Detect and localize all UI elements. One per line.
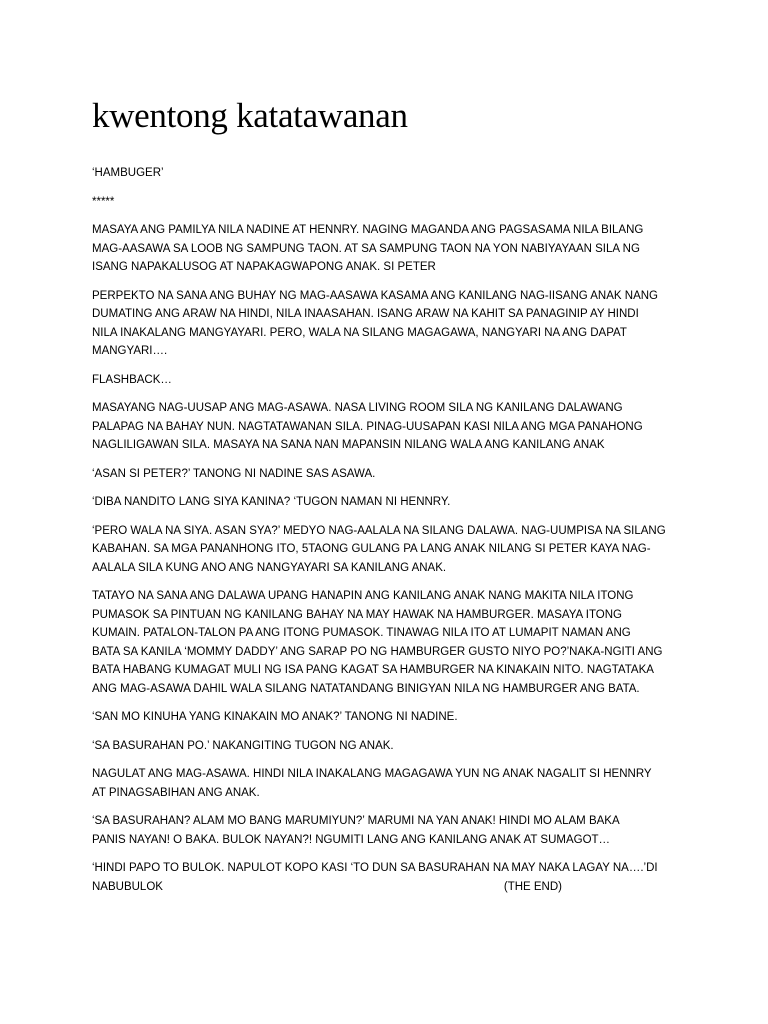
story-paragraph xyxy=(92,859,692,878)
document-page xyxy=(92,96,692,906)
story-paragraph xyxy=(92,587,692,698)
paragraph-line: AALALA SILA KUNG ANO ANG NANGYAYARI SA KANILANG ANAK. xyxy=(92,561,447,574)
paragraph-line: NAGULAT ANG MAG-ASAWA. HINDI NILA INAKALANG MAGAGAWA YUN NG ANAK NAGALIT SI HENNRY xyxy=(92,768,652,780)
paragraph-line: DUMATING ANG ARAW NA HINDI, NILA INAASAHAN. ISANG ARAW NA KAHIT SA PANAGINIP AY HINDI xyxy=(92,308,639,320)
story-paragraph xyxy=(92,522,692,578)
paragraph-line: ‘SA BASURAHAN PO.’ NAKANGITING TUGON NG ANAK. xyxy=(92,739,394,752)
paragraph-line: ‘DIBA NANDITO LANG SIYA KANINA? ‘TUGON NAMAN NI HENNRY. xyxy=(92,496,451,508)
paragraph-line: BATA SA KANILA ‘MOMMY DADDY’ ANG SARAP PO NG HAMBURGER GUSTO NIYO PO?’NAKA-NGITI ANG xyxy=(92,645,663,658)
story-paragraph xyxy=(92,371,692,390)
story-paragraph xyxy=(92,287,692,361)
paragraph-line: BATA HABANG KUMAGAT MULI NG ISA PANG KAGAT SA HAMBURGER NA KINAKAIN NITO. NAGTATAKA xyxy=(92,664,654,676)
story-paragraph xyxy=(92,708,692,727)
story-paragraph xyxy=(92,399,692,455)
paragraph-line: PANIS NAYAN! O BAKA. BULOK NAYAN?! NGUMITI LANG ANG KANILANG ANAK AT SUMAGOT… xyxy=(92,833,611,846)
paragraph-line: PUMASOK SA PINTUAN NG KANILANG BAHAY NA MAY HAWAK NA HAMBURGER. MASAYA ITONG xyxy=(92,608,622,621)
document-title: kwentong katatawanan xyxy=(92,96,408,135)
story-paragraph xyxy=(92,164,692,183)
paragraph-line: MASAYANG NAG-UUSAP ANG MAG-ASAWA. NASA LIVING ROOM SILA NG KANILANG DALAWANG xyxy=(92,402,623,414)
paragraph-line: ANG MAG-ASAWA DAHIL WALA SILANG NATATANDANG BINIGYAN NILA NG HAMBURGER ANG BATA. xyxy=(92,682,640,695)
story-paragraph xyxy=(92,465,692,484)
the-end-label: (THE END) xyxy=(503,880,562,893)
paragraph-line: ‘HINDI PAPO TO BULOK. NAPULOT KOPO KASI ‘TO DUN SA BASURAHAN NA MAY NAKA LAGAY NA….’DI xyxy=(92,862,658,874)
paragraph-line: ‘HAMBUGER’ xyxy=(92,167,164,179)
paragraph-line: MAG-AASAWA SA LOOB NG SAMPUNG TAON. AT SA SAMPUNG TAON NA YON NABIYAYAAN SILA NG xyxy=(92,242,640,255)
paragraph-line: ***** xyxy=(92,195,115,208)
paragraph-line: ‘PERO WALA NA SIYA. ASAN SYA?’ MEDYO NAG-AALALA NA SILANG DALAWA. NAG-UUMPISA NA SILANG xyxy=(92,524,666,537)
paragraph-line: KUMAIN. PATALON-TALON PA ANG ITONG PUMASOK. TINAWAG NILA ITO AT LUMAPIT NAMAN ANG xyxy=(92,627,631,639)
paragraph-line: ‘SAN MO KINUHA YANG KINAKAIN MO ANAK?’ TANONG NI NADINE. xyxy=(92,711,458,723)
story-paragraph xyxy=(92,737,692,756)
story-paragraph xyxy=(92,812,692,849)
story-paragraph xyxy=(92,493,692,512)
final-line xyxy=(92,878,692,897)
story-paragraph xyxy=(92,765,692,802)
paragraph-line: ‘ASAN SI PETER?’ TANONG NI NADINE SAS ASAWA. xyxy=(92,467,376,480)
paragraph-line: ‘SA BASURAHAN? ALAM MO BANG MARUMIYUN?’ MARUMI NA YAN ANAK! HINDI MO ALAM BAKA xyxy=(92,815,620,827)
paragraph-line: MASAYA ANG PAMILYA NILA NADINE AT HENNRY. NAGING MAGANDA ANG PAGSASAMA NILA BILANG xyxy=(92,224,644,236)
story-paragraph xyxy=(92,221,692,277)
story-paragraph xyxy=(92,193,692,212)
paragraph-line: TATAYO NA SANA ANG DALAWA UPANG HANAPIN ANG KANILANG ANAK NANG MAKITA NILA ITONG xyxy=(92,590,634,602)
paragraph-line: PALAPAG NA BAHAY NUN. NAGTATAWANAN SILA. PINAG-UUSAPAN KASI NILA ANG MGA PANAHONG xyxy=(92,420,643,433)
document-body xyxy=(92,164,692,878)
paragraph-line: MANGYARI…. xyxy=(92,345,168,357)
final-line-text: NABUBULOK xyxy=(92,880,163,893)
paragraph-line: FLASHBACK… xyxy=(92,373,172,386)
paragraph-line: NILA INAKALANG MANGYAYARI. PERO, WALA NA SILANG MAGAGAWA, NANGYARI NA ANG DAPAT xyxy=(92,326,627,339)
paragraph-line: PERPEKTO NA SANA ANG BUHAY NG MAG-AASAWA KASAMA ANG KANILANG NAG-IISANG ANAK NANG xyxy=(92,289,658,302)
paragraph-line: KABAHAN. SA MGA PANANHONG ITO, 5TAONG GULANG PA LANG ANAK NILANG SI PETER KAYA NAG- xyxy=(92,543,651,555)
paragraph-line: ISANG NAPAKALUSOG AT NAPAKAGWAPONG ANAK. SI PETER xyxy=(92,261,436,273)
paragraph-line: AT PINAGSABIHAN ANG ANAK. xyxy=(92,786,260,799)
paragraph-line: NAGLILIGAWAN SILA. MASAYA NA SANA NAN MAPANSIN NILANG WALA ANG KANILANG ANAK xyxy=(92,439,605,451)
